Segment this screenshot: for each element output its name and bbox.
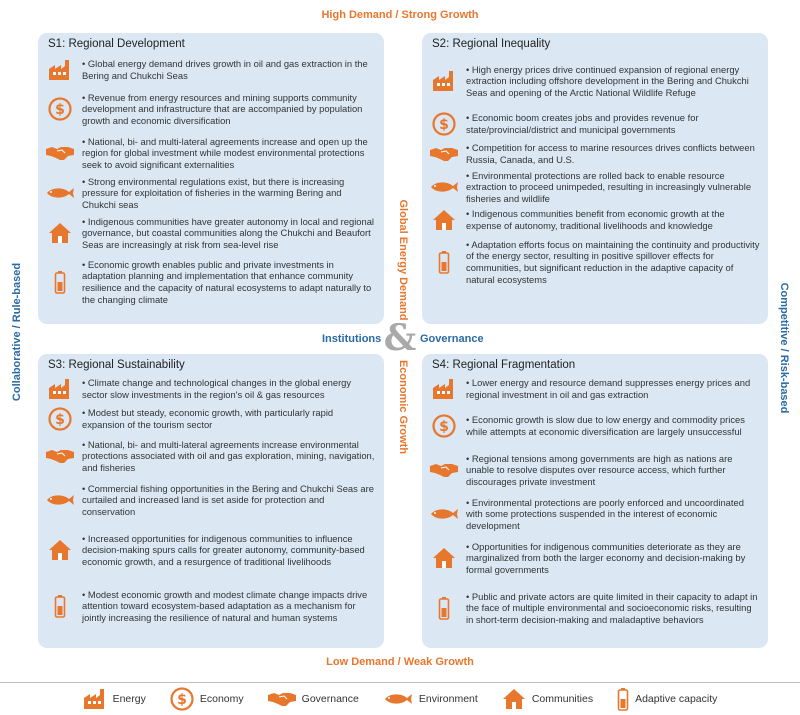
item-text: • Commercial fishing opportunities in the Bering and Chukchi Seas are curtailed and increased land is set aside for protection and conservation (82, 482, 374, 517)
center-down-label: Economic Growth (397, 359, 409, 455)
item-text: • Modest but steady, economic growth, with particularly rapid expansion of the tourism sector (82, 407, 334, 430)
communities-icon (46, 539, 74, 561)
legend-item (170, 687, 244, 711)
item-text: • Opportunities for indigenous communities deteriorate as they are marginalized from both the larger economy and decision-making by formal governments (466, 540, 746, 575)
governance-icon (268, 691, 296, 707)
legend-label: Energy (112, 693, 146, 705)
energy-icon (83, 688, 107, 710)
economy-icon (170, 687, 194, 711)
item-text: • Economic boom creates jobs and provides revenue for state/provincial/district and municipal governments (466, 112, 699, 135)
adaptive-capacity-icon (430, 250, 458, 274)
legend-item (502, 688, 593, 710)
list-item (46, 374, 376, 404)
axis-bottom-label: Low Demand / Weak Growth (326, 656, 474, 668)
axis-top-label: High Demand / Strong Growth (321, 9, 479, 21)
economy-icon (46, 97, 74, 121)
center-right-label: Governance (420, 333, 484, 345)
list-item (46, 255, 376, 309)
svg-text:$: $ (439, 419, 449, 435)
economy-icon (430, 112, 458, 136)
list-item (430, 205, 760, 235)
item-text: • Global energy demand drives growth in oil and gas extraction in the Bering and Chukchi Seas (82, 58, 368, 81)
item-text: • Increased opportunities for indigenous communities to influence decision-making spurs calls for greater autonomy, community-based economic growth, and a resurgence of traditional livelihoods (82, 532, 365, 567)
list-item (430, 235, 760, 289)
adaptive-capacity-icon (430, 596, 458, 620)
axis-right-label: Competitive / Risk-based (778, 282, 790, 414)
legend-item (83, 688, 146, 710)
item-text: • Climate change and technological changes in the global energy sector slow investments in the region's oil & gas resources (82, 377, 352, 400)
list-item (46, 131, 376, 175)
list-item (430, 139, 760, 169)
legend (0, 682, 800, 715)
list-item (430, 374, 760, 404)
list-item (46, 404, 376, 434)
energy-icon (430, 378, 458, 400)
item-text: • High energy prices drive continued expansion of regional energy extraction including offshore development in the Bering and Chukchi Seas and opening of the Arctic National Wildlife Refuge (466, 63, 749, 98)
list-item (46, 87, 376, 131)
legend-label: Economy (199, 693, 244, 705)
item-text: • Public and private actors are quite limited in their capacity to adapt in the face of multiple environmental and socioeconomic risks, resulting in short-term decision-making and maladaptive behaviors (466, 590, 758, 625)
item-text: • Strong environmental regulations exist, but there is increasing pressure for exploitation of fisheries in the warming Bering and Chukchi seas (82, 175, 345, 210)
center-up-label: Global Energy Demand (397, 199, 409, 321)
item-text: • Indigenous communities benefit from economic growth at the expense of autonomy, traditional livelihoods and knowledge (466, 208, 725, 231)
list-item (46, 211, 376, 255)
environment-icon (430, 507, 458, 521)
environment-icon (46, 186, 74, 200)
adaptive-capacity-icon (46, 270, 74, 294)
adaptive-capacity-icon (46, 594, 74, 618)
item-text: • National, bi- and multi-lateral agreements increase and open up the region for global investment while modest environmental protections seek to avoid significant externalities (82, 135, 368, 170)
item-text: • Environmental protections are rolled back to enable resource extraction to proceed unimpeded, resulting in increasingly vulnerable fisheries and wildlife (466, 169, 752, 204)
svg-text:$: $ (55, 412, 65, 428)
svg-text:$: $ (177, 692, 187, 708)
item-text: • Adaptation efforts focus on maintaining the continuity and productivity of the energy sector, resulting in positive spillover effects for communities, but significant reduction in the adaptive capacity of natural ecosystems (466, 238, 760, 285)
item-text: • Economic growth is slow due to low energy and commodity prices while attempts at economic diversification are largely unsuccessful (466, 414, 745, 437)
item-text: • Lower energy and resource demand suppresses energy prices and regional investment in oil and gas extraction (466, 377, 751, 400)
environment-icon (383, 692, 413, 706)
list-item (46, 478, 376, 522)
list-item (430, 492, 760, 536)
list-item (46, 53, 376, 87)
list-item (430, 53, 760, 109)
item-text: • Revenue from energy resources and mining supports community development and infrastructure that are accompanied by population growth and economic diversification (82, 91, 363, 126)
energy-icon (46, 59, 74, 81)
svg-text:&: & (383, 317, 417, 359)
governance-icon (46, 448, 74, 464)
list-item (430, 169, 760, 205)
governance-icon (430, 462, 458, 478)
axis-left-label: Collaborative / Rule-based (11, 262, 23, 402)
ampersand-symbol (383, 317, 417, 359)
item-text: • Modest economic growth and modest climate change impacts drive attention toward ecosystem-based adaptation as a mechanism for jointly increasing the resilience of natural and human systems (82, 588, 368, 623)
legend-label: Adaptive capacity (635, 693, 718, 705)
quadrant-s1 (38, 33, 384, 324)
communities-icon (502, 688, 526, 710)
legend-item (617, 687, 717, 711)
economy-icon (46, 407, 74, 431)
adaptive-capacity-icon (617, 687, 629, 711)
environment-icon (46, 493, 74, 507)
governance-icon (46, 145, 74, 161)
item-text: • Indigenous communities have greater autonomy in local and regional governance, but coastal communities along the Chukchi and Beaufort Seas are increasingly at risk from sea-level rise (82, 215, 374, 250)
quadrant-s3 (38, 354, 384, 648)
communities-icon (46, 222, 74, 244)
environment-icon (430, 180, 458, 194)
list-item (46, 522, 376, 578)
communities-icon (430, 209, 458, 231)
item-text: • National, bi- and multi-lateral agreements increase environmental protections associated with oil and gas exploration, mining, navigation, and fisheries (82, 438, 375, 473)
list-item (46, 434, 376, 478)
quadrant-title: S1: Regional Development (48, 38, 185, 50)
item-text: • Environmental protections are poorly enforced and uncoordinated with some protections suspended in the interest of economic development (466, 496, 744, 531)
governance-icon (430, 146, 458, 162)
legend-label: Governance (301, 693, 359, 705)
communities-icon (430, 547, 458, 569)
legend-item (268, 691, 359, 707)
list-item (430, 536, 760, 580)
list-item (46, 578, 376, 634)
quadrant-title: S2: Regional Inequality (432, 38, 551, 50)
svg-text:$: $ (439, 117, 449, 133)
energy-icon (46, 378, 74, 400)
quadrant-s4 (422, 354, 768, 648)
item-text: • Economic growth enables public and private investments in adaptation planning and implementation that enhance community resilience and the capacity of natural ecosystems to adapt naturally to the changing climate (82, 258, 372, 305)
economy-icon (430, 414, 458, 438)
item-text: • Competition for access to marine resources drives conflicts between Russia, Canada, and U.S. (466, 142, 755, 165)
list-item (430, 404, 760, 448)
quadrant-title: S4: Regional Fragmentation (432, 359, 576, 371)
energy-icon (430, 70, 458, 92)
legend-item (383, 692, 478, 706)
svg-text:$: $ (55, 102, 65, 118)
list-item (46, 175, 376, 211)
legend-label: Communities (531, 693, 594, 705)
list-item (430, 448, 760, 492)
center-left-label: Institutions (322, 333, 382, 345)
quadrant-title: S3: Regional Sustainability (48, 359, 185, 371)
quadrant-s2 (422, 33, 768, 324)
list-item (430, 580, 760, 636)
legend-label: Environment (418, 693, 478, 705)
item-text: • Regional tensions among governments are high as nations are unable to resolve disputes over resource access, which further discourages private investment (466, 452, 733, 487)
list-item (430, 109, 760, 139)
